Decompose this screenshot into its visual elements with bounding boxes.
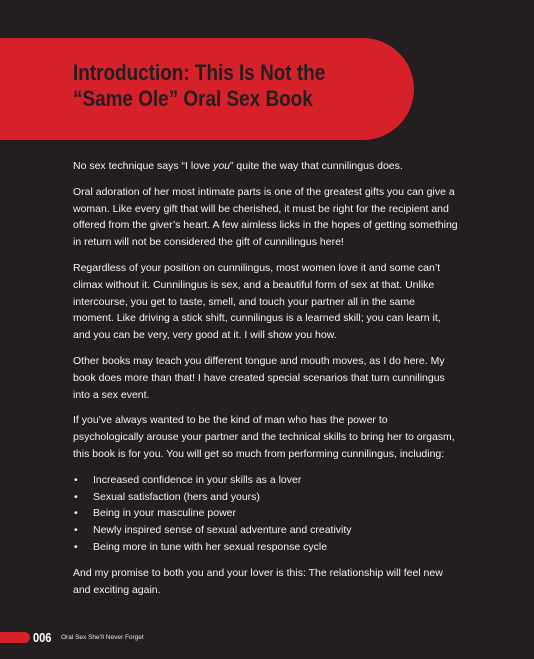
- list-item: • Increased confidence in your skills as a lover: [73, 472, 458, 489]
- paragraph-1-emphasis: you: [213, 160, 231, 172]
- list-item: • Being in your masculine power: [73, 505, 458, 522]
- body-text: [73, 158, 458, 607]
- paragraph-4: Other books may teach you different tongue and mouth moves, as I do here. My book does more than that! I have created special scenarios that turn cunnilingus into a sex event.: [73, 354, 445, 401]
- paragraph-6: And my promise to both you and your lover is this: The relationship will feel new and exciting again.: [73, 566, 443, 596]
- page-number: 006: [33, 630, 52, 645]
- list-item: • Sexual satisfaction (hers and yours): [73, 489, 458, 506]
- paragraph-3: Regardless of your position on cunnilingus, most women love it and some can’t climax without it. Cunnilingus is sex, and a beautiful form of sex at that. Unlike intercourse, you get to taste, smell, and touch your partner all in the same moment. Like driving a stick shift, cunnilingus is a learned skill; you can learn it, and you can be very, very good at it. I will show you how.: [73, 261, 441, 342]
- running-title: Oral Sex She’ll Never Forget: [61, 634, 144, 641]
- benefits-list: [73, 472, 458, 556]
- paragraph-5: If you’ve always wanted to be the kind of man who has the power to psychologically arouse your partner and the technical skills to bring her to orgasm, this book is for you. You will get so much from performing cunnilingus, including:: [73, 414, 455, 460]
- paragraph-1-end: ” quite the way that cunnilingus does.: [230, 160, 403, 172]
- list-item: • Being more in tune with her sexual response cycle: [73, 539, 458, 556]
- footer-accent-bar: [0, 632, 30, 643]
- chapter-title-line-2: “Same Ole” Oral Sex Book: [73, 86, 313, 111]
- paragraph-1: [73, 158, 458, 175]
- list-item: • Newly inspired sense of sexual adventure and creativity: [73, 522, 458, 539]
- chapter-title-line-1: Introduction: This Is Not the: [73, 60, 326, 85]
- paragraph-2: Oral adoration of her most intimate parts is one of the greatest gifts you can give a woman. Like every gift that will be cherished, it must be right for the recipient and offered from the giver’s heart. A few aimless licks in the hopes of getting something in return will not be considered the gift of cunnilingus here!: [73, 185, 458, 249]
- chapter-title: [73, 60, 325, 112]
- paragraph-1-start: No sex technique says “I love: [73, 160, 214, 172]
